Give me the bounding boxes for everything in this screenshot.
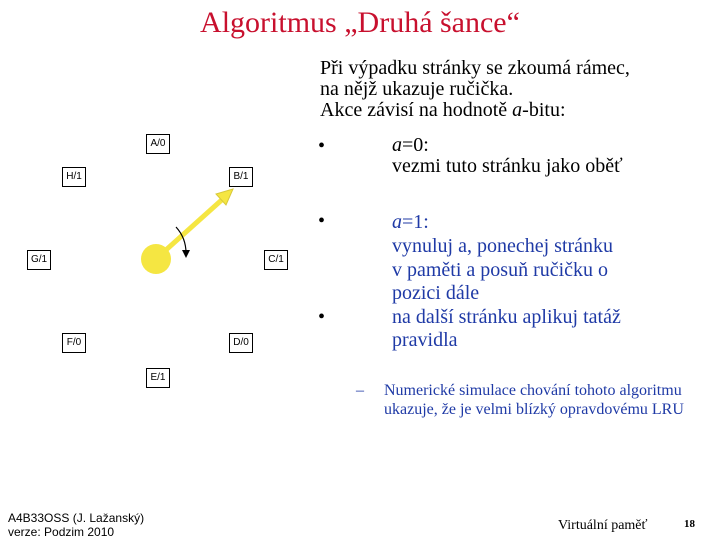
intro-text (320, 58, 710, 121)
bullet-1-symbol: • (318, 135, 326, 157)
rotation-arrowhead (182, 250, 190, 258)
bullet-3-symbol: • (318, 306, 326, 328)
intro-line-3 (320, 100, 710, 121)
footer-course: A4B33OSS (J. Lažanský) (8, 511, 145, 525)
clock-hand-pivot (141, 244, 171, 274)
intro-line-2: na nějž ukazuje ručička. (320, 78, 514, 100)
bullet-2-head (392, 212, 429, 233)
intro-line-3-var: a (512, 99, 523, 121)
footer-term: verze: Podzim 2010 (8, 525, 115, 539)
bullet-2-rest: =1: (402, 211, 429, 233)
clock-diagram (0, 0, 320, 420)
clock-hand (157, 197, 225, 258)
note-text: Numerické simulace chování tohoto algoritmu ukazuje, že je velmi blízký opravdovému LRU (384, 382, 684, 418)
frame-a: A/0 (146, 134, 170, 154)
intro-line-3-b: -bitu: (522, 99, 566, 121)
intro-line-3-a: Akce závisí na hodnotě (320, 99, 513, 121)
frame-c: C/1 (264, 250, 288, 270)
note-dash: – (356, 382, 364, 399)
bullet-1-head (392, 135, 429, 156)
frame-f: F/0 (62, 333, 86, 353)
page-number: 18 (684, 518, 695, 530)
frame-b: B/1 (229, 167, 253, 187)
bullet-2-var: a (392, 211, 402, 233)
intro-line-1: Při výpadku stránky se zkoumá rámec, (320, 57, 630, 79)
frame-h: H/1 (62, 167, 86, 187)
bullet-2-symbol: • (318, 210, 326, 232)
frame-g: G/1 (27, 250, 51, 270)
footer-topic: Virtuální paměť (558, 518, 648, 533)
slide-title: Algoritmus „Druhá šance“ (200, 6, 520, 39)
bullet-1-body: vezmi tuto stránku jako oběť (392, 155, 623, 177)
bullet-3-line-2: pravidla (392, 329, 458, 351)
frame-d: D/0 (229, 333, 253, 353)
bullet-2-line-2: v paměti a posuň ručičku o (392, 259, 609, 281)
bullet-2-line-3: pozici dále (392, 282, 480, 304)
footer-course-info (8, 511, 144, 539)
bullet-3-line-1: na další stránku aplikuj tatáž (392, 306, 621, 328)
frame-e: E/1 (146, 368, 170, 388)
bullet-1-rest: =0: (402, 134, 429, 156)
bullet-2-line-1: vynuluj a, ponechej stránku (392, 235, 614, 257)
bullet-1-var: a (392, 134, 402, 156)
